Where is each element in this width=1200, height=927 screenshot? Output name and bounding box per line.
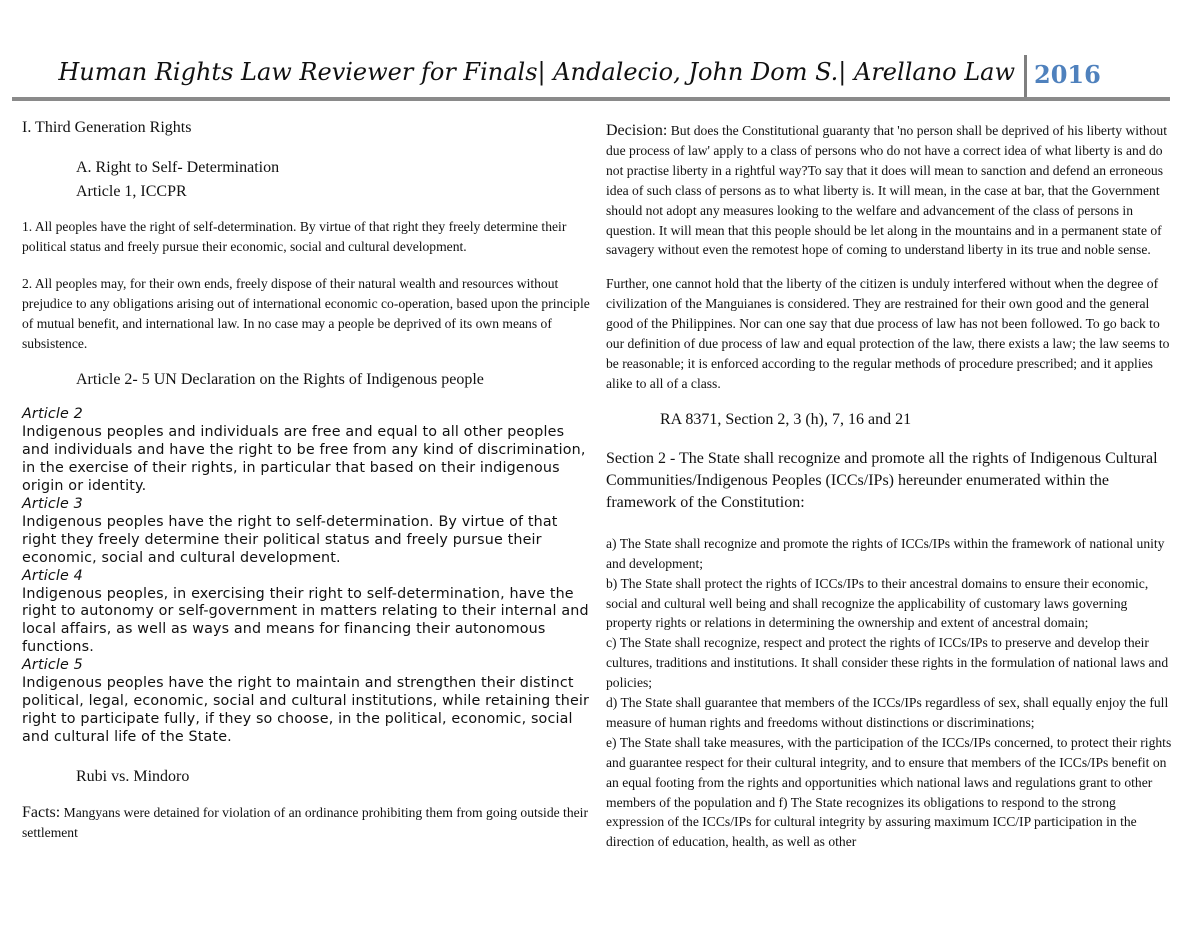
left-column xyxy=(22,118,594,842)
article-label: Article 4 xyxy=(22,567,83,584)
article-reference: Article 1, ICCPR xyxy=(76,183,187,200)
section-heading: I. Third Generation Rights xyxy=(22,119,192,136)
further-paragraph: Further, one cannot hold that the liberty of the citizen is unduly interfered without when the degree of civilization of the Manguianes is considered. They are restrained for their own good and the general good of the Philippines. Nor can one say that due process of law has not been followed. To go back to our definition of due process of law and equal protection of the law, there exists a law; the law seems to be reasonable; it is enforced according to the regular methods of procedure prescribed; and it applies alike to all of a class. xyxy=(606,276,1170,391)
list-item: e) The State shall take measures, with the participation of the ICCs/IPs concerned, to protect their rights and guarantee respect for their cultural integrity, and to ensure that members of the ICCs/IPs benefit on an equal footing from the rights and opportunities which national laws and regulations grant to other members of the population and f) The State recognizes its obligations to respond to the strong expression of the ICCs/IPs for cultural integrity by assuring maximum ICC/IP participation in the direction of education, health, as well as other xyxy=(606,734,1172,850)
iccpr-paragraph-2: 2. All peoples may, for their own ends, freely dispose of their natural wealth and resources without prejudice to any obligations arising out of international economic co-operation, based upon the principle of mutual benefit, and international law. In no case may a people be deprived of its own means of subsistence. xyxy=(22,275,590,351)
facts-paragraph xyxy=(22,803,594,843)
facts-label: Facts: xyxy=(22,803,61,821)
list-item: d) The State shall guarantee that members of the ICCs/IPs regardless of sex, shall equally enjoy the full measure of human rights and freedoms without distinctions or discriminations; xyxy=(606,695,1169,730)
undrip-articles xyxy=(22,406,594,746)
header-title: Human Rights Law Reviewer for Finals| Andalecio, John Dom S.| Arellano Law xyxy=(58,58,1015,86)
decision-label: Decision: xyxy=(606,122,668,139)
header-rule xyxy=(12,97,1170,101)
article-text: Indigenous peoples have the right to maintain and strengthen their distinct political, legal, economic, social and cultural institutions, while retaining their right to participate fully, if they so choose, in the political, economic, social and cultural life of the State. xyxy=(22,675,590,745)
case-title: Rubi vs. Mindoro xyxy=(76,767,190,785)
list-item: c) The State shall recognize, respect and protect the rights of ICCs/IPs to preserve and develop their cultures, traditions and institutions. It shall consider these rights in the formulation of national laws and policies; xyxy=(606,635,1169,691)
iccpr-paragraph-1: 1. All peoples have the right of self-determination. By virtue of that right they freely determine their political status and freely pursue their economic, social and cultural development. xyxy=(22,219,567,254)
decision-text: But does the Constitutional guaranty that 'no person shall be deprived of his liberty without due process of law' apply to a class of persons who do not have a correct idea of what liberty is and do not practise liberty in a rightful way?To say that it does will mean to sanction and defend an erroneous idea of such class of persons as to what liberty is. It will mean, in the case at bar, that the Government should not adopt any measures looking to the welfare and advancement of the class of persons in question. It will mean that this people should be let along in the mountains and in a permanent state of savagery without even the remotest hope of coming to understand liberty in its true and noble sense. xyxy=(606,123,1168,258)
list-item: b) The State shall protect the rights of ICCs/IPs to their ancestral domains to ensure their economic, social and cultural well being and shall recognize the applicability of customary laws governing property rights or relations in determining the ownership and extent of ancestral domain; xyxy=(606,575,1149,631)
header-year: 2016 xyxy=(1034,60,1101,89)
list-item: a) The State shall recognize and promote the rights of ICCs/IPs within the framework of national unity and development; xyxy=(606,535,1165,571)
ra-heading: RA 8371, Section 2, 3 (h), 7, 16 and 21 xyxy=(660,410,912,428)
article-text: Indigenous peoples, in exercising their right to self-determination, have the right to autonomy or self-government in matters relating to their internal and local affairs, as well as ways and means for financing their autonomous functions. xyxy=(22,585,589,656)
article-label: Article 5 xyxy=(22,657,83,674)
section-2-items xyxy=(606,534,1176,853)
undrip-heading: Article 2- 5 UN Declaration on the Rights of Indigenous people xyxy=(76,371,484,389)
section-2-paragraph: Section 2 - The State shall recognize and promote all the rights of Indigenous Cultural Communities/Indigenous Peoples (ICCs/IPs) hereunder enumerated within the framework of the Constitution: xyxy=(606,449,1158,511)
decision-paragraph xyxy=(606,121,1176,260)
subsection-heading: A. Right to Self- Determination xyxy=(76,159,280,176)
facts-text: Mangyans were detained for violation of an ordinance prohibiting them from going outside their settlement xyxy=(22,804,588,840)
article-text: Indigenous peoples have the right to self-determination. By virtue of that right they freely determine their political status and freely pursue their economic, social and cultural development. xyxy=(22,513,558,566)
header-separator xyxy=(1024,55,1027,97)
right-column xyxy=(606,118,1176,852)
page-header xyxy=(0,0,1200,104)
article-label: Article 2 xyxy=(22,406,83,423)
article-label: Article 3 xyxy=(22,495,83,512)
article-text: Indigenous peoples and individuals are free and equal to all other peoples and individuals and have the right to be free from any kind of discrimination, in the exercise of their rights, in particular that based on their indigenous origin or identity. xyxy=(22,424,586,495)
